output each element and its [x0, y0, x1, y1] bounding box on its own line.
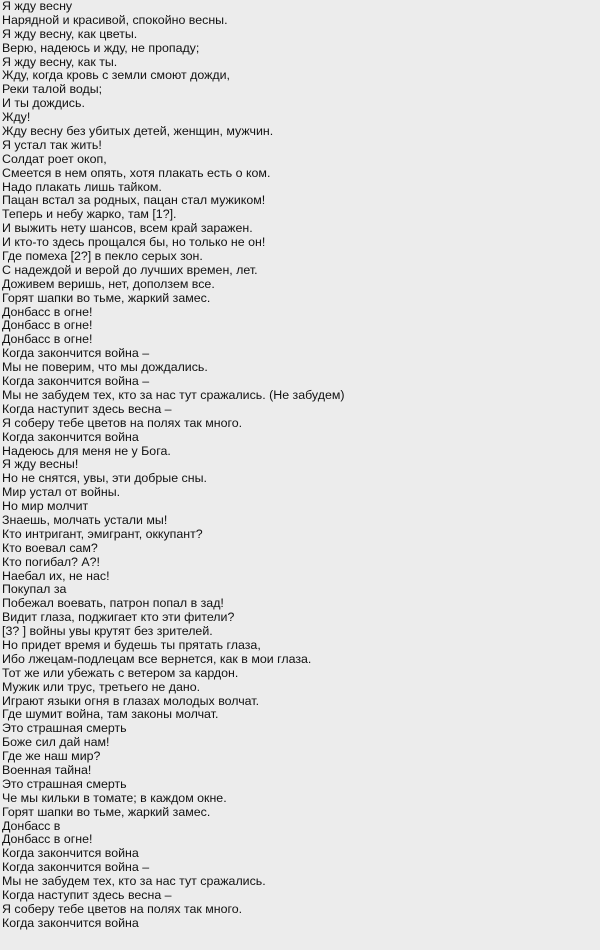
text-line: Доживем веришь, нет, доползем все.	[2, 276, 215, 291]
text-line: Донбасс в	[2, 818, 61, 833]
text-line: Жду!	[2, 110, 31, 125]
text-line: Видит глаза, поджигает кто эти фители?	[2, 610, 235, 625]
text-line: Мужик или трус, третьего не дано.	[2, 679, 201, 694]
text-line: Мы не поверим, что мы дождались.	[2, 360, 208, 375]
text-line: Че мы кильки в томате; в каждом окне.	[2, 790, 227, 805]
text-line: Теперь и небу жарко, там [1?].	[2, 207, 177, 222]
text-line: Покупал за	[2, 582, 67, 597]
text-line: Знаешь, молчать устали мы!	[2, 512, 168, 527]
text-line: Мы не забудем тех, кто за нас тут сражались.	[2, 874, 266, 889]
text-line: Пацан встал за родных, пацан стал мужиком!	[2, 193, 266, 208]
text-line: Побежал воевать, патрон попал в зад!	[2, 596, 224, 611]
text-line: Где помеха [2?] в пекло серых зон.	[2, 249, 203, 264]
text-line: Но придет время и будешь ты прятать глаза,	[2, 637, 261, 652]
text-line: Когда закончится война –	[2, 374, 150, 389]
text-line: Когда закончится война	[2, 846, 139, 861]
text-line: Военная тайна!	[2, 762, 92, 777]
text-line: Кто погибал? А?!	[2, 554, 100, 569]
text-line: Я жду весну, как цветы.	[2, 26, 138, 41]
text-line: Но мир молчит	[2, 499, 89, 514]
text-line: Солдат роет окоп,	[2, 151, 107, 166]
text-line: Смеется в нем опять, хотя плакать есть о ком.	[2, 165, 271, 180]
text-line: Горят шапки во тьме, жаркий замес.	[2, 804, 211, 819]
text-line: Жду, когда кровь с земли смоют дожди,	[2, 68, 230, 83]
text-line: Это страшная смерть	[2, 721, 127, 736]
text-line: Горят шапки во тьме, жаркий замес.	[2, 290, 211, 305]
text-line: Когда закончится война	[2, 429, 139, 444]
text-line: Когда наступит здесь весна –	[2, 888, 172, 902]
text-line: И выжить нету шансов, всем край заражен.	[2, 221, 253, 236]
text-line: Где шумит война, там законы молчат.	[2, 707, 219, 722]
text-line: Надеюсь для меня не у Бога.	[2, 443, 171, 458]
text-line: Это страшная смерть	[2, 776, 127, 791]
text-line: Я соберу тебе цветов на полях так много.	[2, 415, 243, 430]
text-line: И ты дождись.	[2, 96, 85, 111]
text-line: Когда закончится война –	[2, 860, 150, 875]
text-line: Но не снятся, увы, эти добрые сны.	[2, 471, 207, 486]
text-line: Мы не забудем тех, кто за нас тут сражались. (Не забудем)	[2, 387, 345, 402]
text-line: Наебал их, не нас!	[2, 568, 110, 583]
text-line: Донбасс в огне!	[2, 318, 93, 333]
text-line: С надеждой и верой до лучших времен, лет.	[2, 262, 258, 277]
text-line: Надо плакать лишь тайком.	[2, 179, 162, 194]
text-line: Боже сил дай нам!	[2, 735, 110, 750]
text-line: Кто воевал сам?	[2, 540, 98, 555]
text-line: Жду весну без убитых детей, женщин, мужчин.	[2, 124, 274, 139]
text-line: Донбасс в огне!	[2, 304, 93, 319]
text-line: Когда закончится война	[2, 915, 139, 930]
text-line: [3? ] войны увы крутят без зрителей.	[2, 624, 213, 639]
text-line: Кто интригант, эмигрант, оккупант?	[2, 526, 203, 541]
text-line: Мир устал от войны.	[2, 485, 121, 500]
text-line: Нарядной и красивой, спокойно весны.	[2, 12, 228, 27]
text-line: Я жду весны!	[2, 457, 79, 472]
text-line: Я устал так жить!	[2, 137, 102, 152]
text-line: Я соберу тебе цветов на полях так много.	[2, 901, 243, 916]
text-line: Когда закончится война –	[2, 346, 150, 361]
text-line: Ибо лжецам-подлецам все вернется, как в мои глаза.	[2, 651, 312, 666]
text-line: Где же наш мир?	[2, 749, 101, 764]
text-line: Я жду весну, как ты.	[2, 54, 118, 69]
text-line: Донбасс в огне!	[2, 332, 93, 347]
text-line: Верю, надеюсь и жду, не пропаду;	[2, 40, 200, 55]
text-line: Играют языки огня в глазах молодых волчат.	[2, 693, 260, 708]
text-line: Реки талой воды;	[2, 82, 103, 97]
text-line: Донбасс в огне!	[2, 832, 93, 847]
text-line: Тот же или убежать с ветером за кардон.	[2, 665, 239, 680]
lyrics-text	[2, 0, 598, 931]
text-line: Когда наступит здесь весна –	[2, 401, 172, 416]
text-line: Я жду весну	[2, 0, 73, 13]
text-line: И кто-то здесь прощался бы, но только не он!	[2, 235, 266, 250]
